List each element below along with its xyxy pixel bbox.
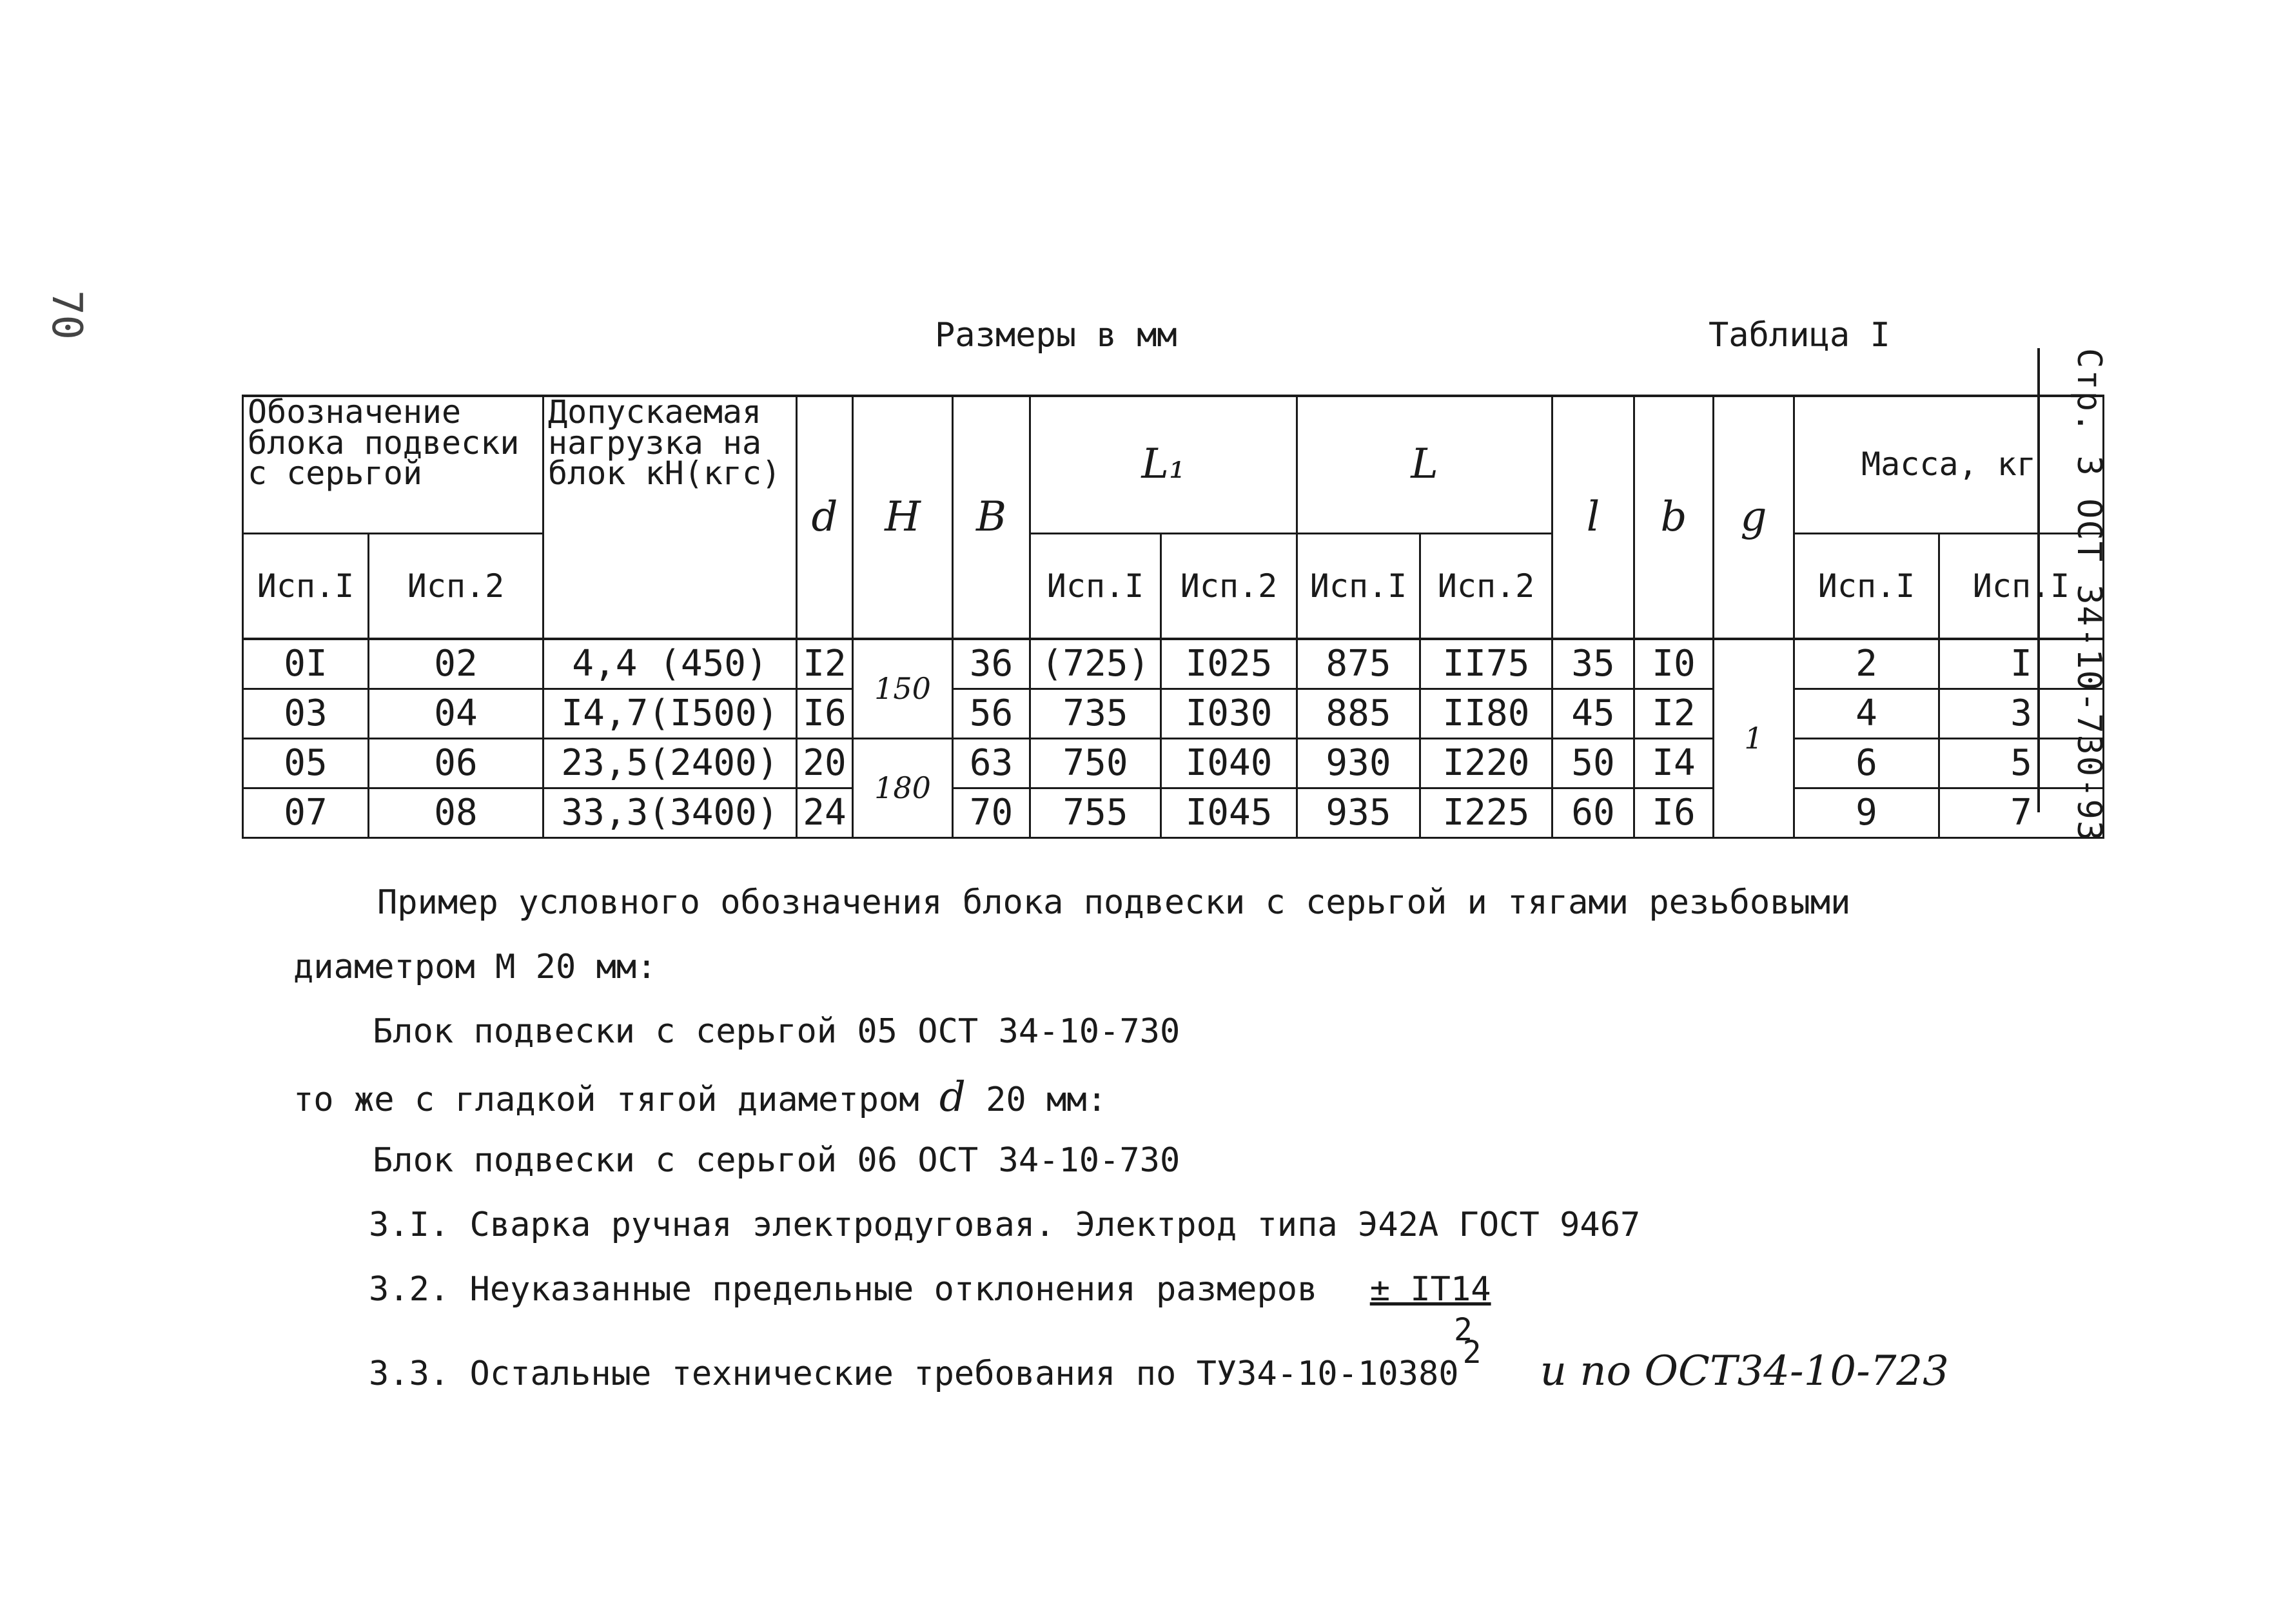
cell-d: I6 [797,689,853,739]
cell-L1-isp2: I025 [1161,639,1297,689]
header-L-isp2: Исп.2 [1420,534,1552,640]
cell-isp1: 05 [243,739,369,788]
item-3-3-text: 3.3. Остальные технические требования по ТУ34-10-10380 [369,1355,1459,1393]
cell-mass-isp1: 9 [1794,788,1939,838]
cell-l: 45 [1552,689,1634,739]
header-b: b [1634,396,1714,639]
cell-isp1: 07 [243,788,369,838]
tolerance-denominator: 2 [1454,1312,1473,1348]
cell-b: I0 [1634,639,1714,689]
cell-mass-isp1: 2 [1794,639,1939,689]
cell-l: 60 [1552,788,1634,838]
header-mass-isp2: Исп.I [1939,534,2104,640]
cell-L1-isp2: I030 [1161,689,1297,739]
side-document-code: Стр. 3 ОСТ 34-10-730-93 [2070,348,2108,843]
example-intro-line-1: Пример условного обозначения блока подвески с серьгой и тягами резьбовыми [377,883,1851,922]
header-designation: Обозначение блока подвески с серьгой [243,396,544,534]
item-3-3-handwritten: и по ОСТ34-10-723 [1540,1347,1949,1395]
header-isp1: Исп.I [243,534,369,640]
header-load: Допускаемая нагрузка на блок кН(кгс) [544,396,797,639]
cell-isp2: 02 [369,639,544,689]
cell-mass-isp1: 4 [1794,689,1939,739]
cell-b: I4 [1634,739,1714,788]
cell-load: I4,7(I500) [544,689,797,739]
cell-L1-isp1: (725) [1030,639,1161,689]
header-L1-isp1: Исп.I [1030,534,1161,640]
cell-L1-isp2: I040 [1161,739,1297,788]
cell-isp2: 06 [369,739,544,788]
header-g: g [1714,396,1794,639]
cell-isp2: 08 [369,788,544,838]
cell-load: 23,5(2400) [544,739,797,788]
table-row [243,788,2104,838]
cell-b: I6 [1634,788,1714,838]
cell-mass-isp2: I [1939,639,2104,689]
cell-l: 50 [1552,739,1634,788]
same-with-smooth-rod [293,1073,1107,1121]
same-suffix: 20 мм: [986,1081,1107,1119]
item-3-3-superscript: 2 [1462,1335,1482,1371]
cell-L1-isp1: 750 [1030,739,1161,788]
item-3-3 [369,1335,1949,1395]
cell-L1-isp1: 735 [1030,689,1161,739]
header-mass-isp1: Исп.I [1794,534,1939,640]
cell-B: 63 [953,739,1030,788]
header-L: L [1297,396,1552,534]
units-label: Размеры в мм [935,316,1177,355]
header-d: d [797,396,853,639]
cell-L-isp2: I220 [1420,739,1552,788]
cell-load: 4,4 (450) [544,639,797,689]
header-L-isp1: Исп.I [1297,534,1420,640]
cell-B: 36 [953,639,1030,689]
cell-L-isp2: II75 [1420,639,1552,689]
cell-l: 35 [1552,639,1634,689]
table-row [243,689,2104,739]
dimensions-table [242,395,2104,839]
page-number: 70 [43,290,90,340]
cell-mass-isp2: 7 [1939,788,2104,838]
cell-g: 1 [1714,639,1794,838]
header-L1-isp2: Исп.2 [1161,534,1297,640]
cell-H-group1: 150 [853,639,953,739]
header-isp2: Исп.2 [369,534,544,640]
example-designation-1: Блок подвески с серьгой 05 ОСТ 34-10-730 [373,1012,1180,1051]
cell-isp1: 0I [243,639,369,689]
cell-L-isp1: 930 [1297,739,1420,788]
cell-isp1: 03 [243,689,369,739]
cell-mass-isp1: 6 [1794,739,1939,788]
cell-L1-isp1: 755 [1030,788,1161,838]
same-prefix: то же с гладкой тягой диаметром [293,1081,919,1119]
item-3-1: 3.I. Сварка ручная электродуговая. Электрод типа Э42А ГОСТ 9467 [369,1206,1641,1244]
cell-L1-isp2: I045 [1161,788,1297,838]
cell-b: I2 [1634,689,1714,739]
cell-d: 24 [797,788,853,838]
header-H: H [853,396,953,639]
header-mass: Масса, кг [1794,396,2104,534]
example-designation-2: Блок подвески с серьгой 06 ОСТ 34-10-730 [373,1141,1180,1180]
cell-d: 20 [797,739,853,788]
cell-d: I2 [797,639,853,689]
cell-L-isp1: 875 [1297,639,1420,689]
cell-L-isp2: I225 [1420,788,1552,838]
table-row [243,739,2104,788]
header-l: l [1552,396,1634,639]
header-L1: L₁ [1030,396,1297,534]
table-label: Таблица I [1709,316,1890,355]
tolerance-value: ± IT14 [1369,1270,1491,1309]
item-3-2-text: 3.2. Неуказанные предельные отклонения размеров [369,1270,1318,1309]
table-row [243,639,2104,689]
cell-L-isp1: 935 [1297,788,1420,838]
cell-load: 33,3(3400) [544,788,797,838]
cell-mass-isp2: 3 [1939,689,2104,739]
cell-B: 70 [953,788,1030,838]
cell-L-isp2: II80 [1420,689,1552,739]
example-intro-line-2: диаметром М 20 мм: [293,948,657,986]
header-B: B [953,396,1030,639]
diameter-symbol: d [939,1073,966,1121]
cell-isp2: 04 [369,689,544,739]
item-3-2 [369,1270,1491,1309]
cell-B: 56 [953,689,1030,739]
cell-L-isp1: 885 [1297,689,1420,739]
cell-H-group2: 180 [853,739,953,838]
cell-mass-isp2: 5 [1939,739,2104,788]
